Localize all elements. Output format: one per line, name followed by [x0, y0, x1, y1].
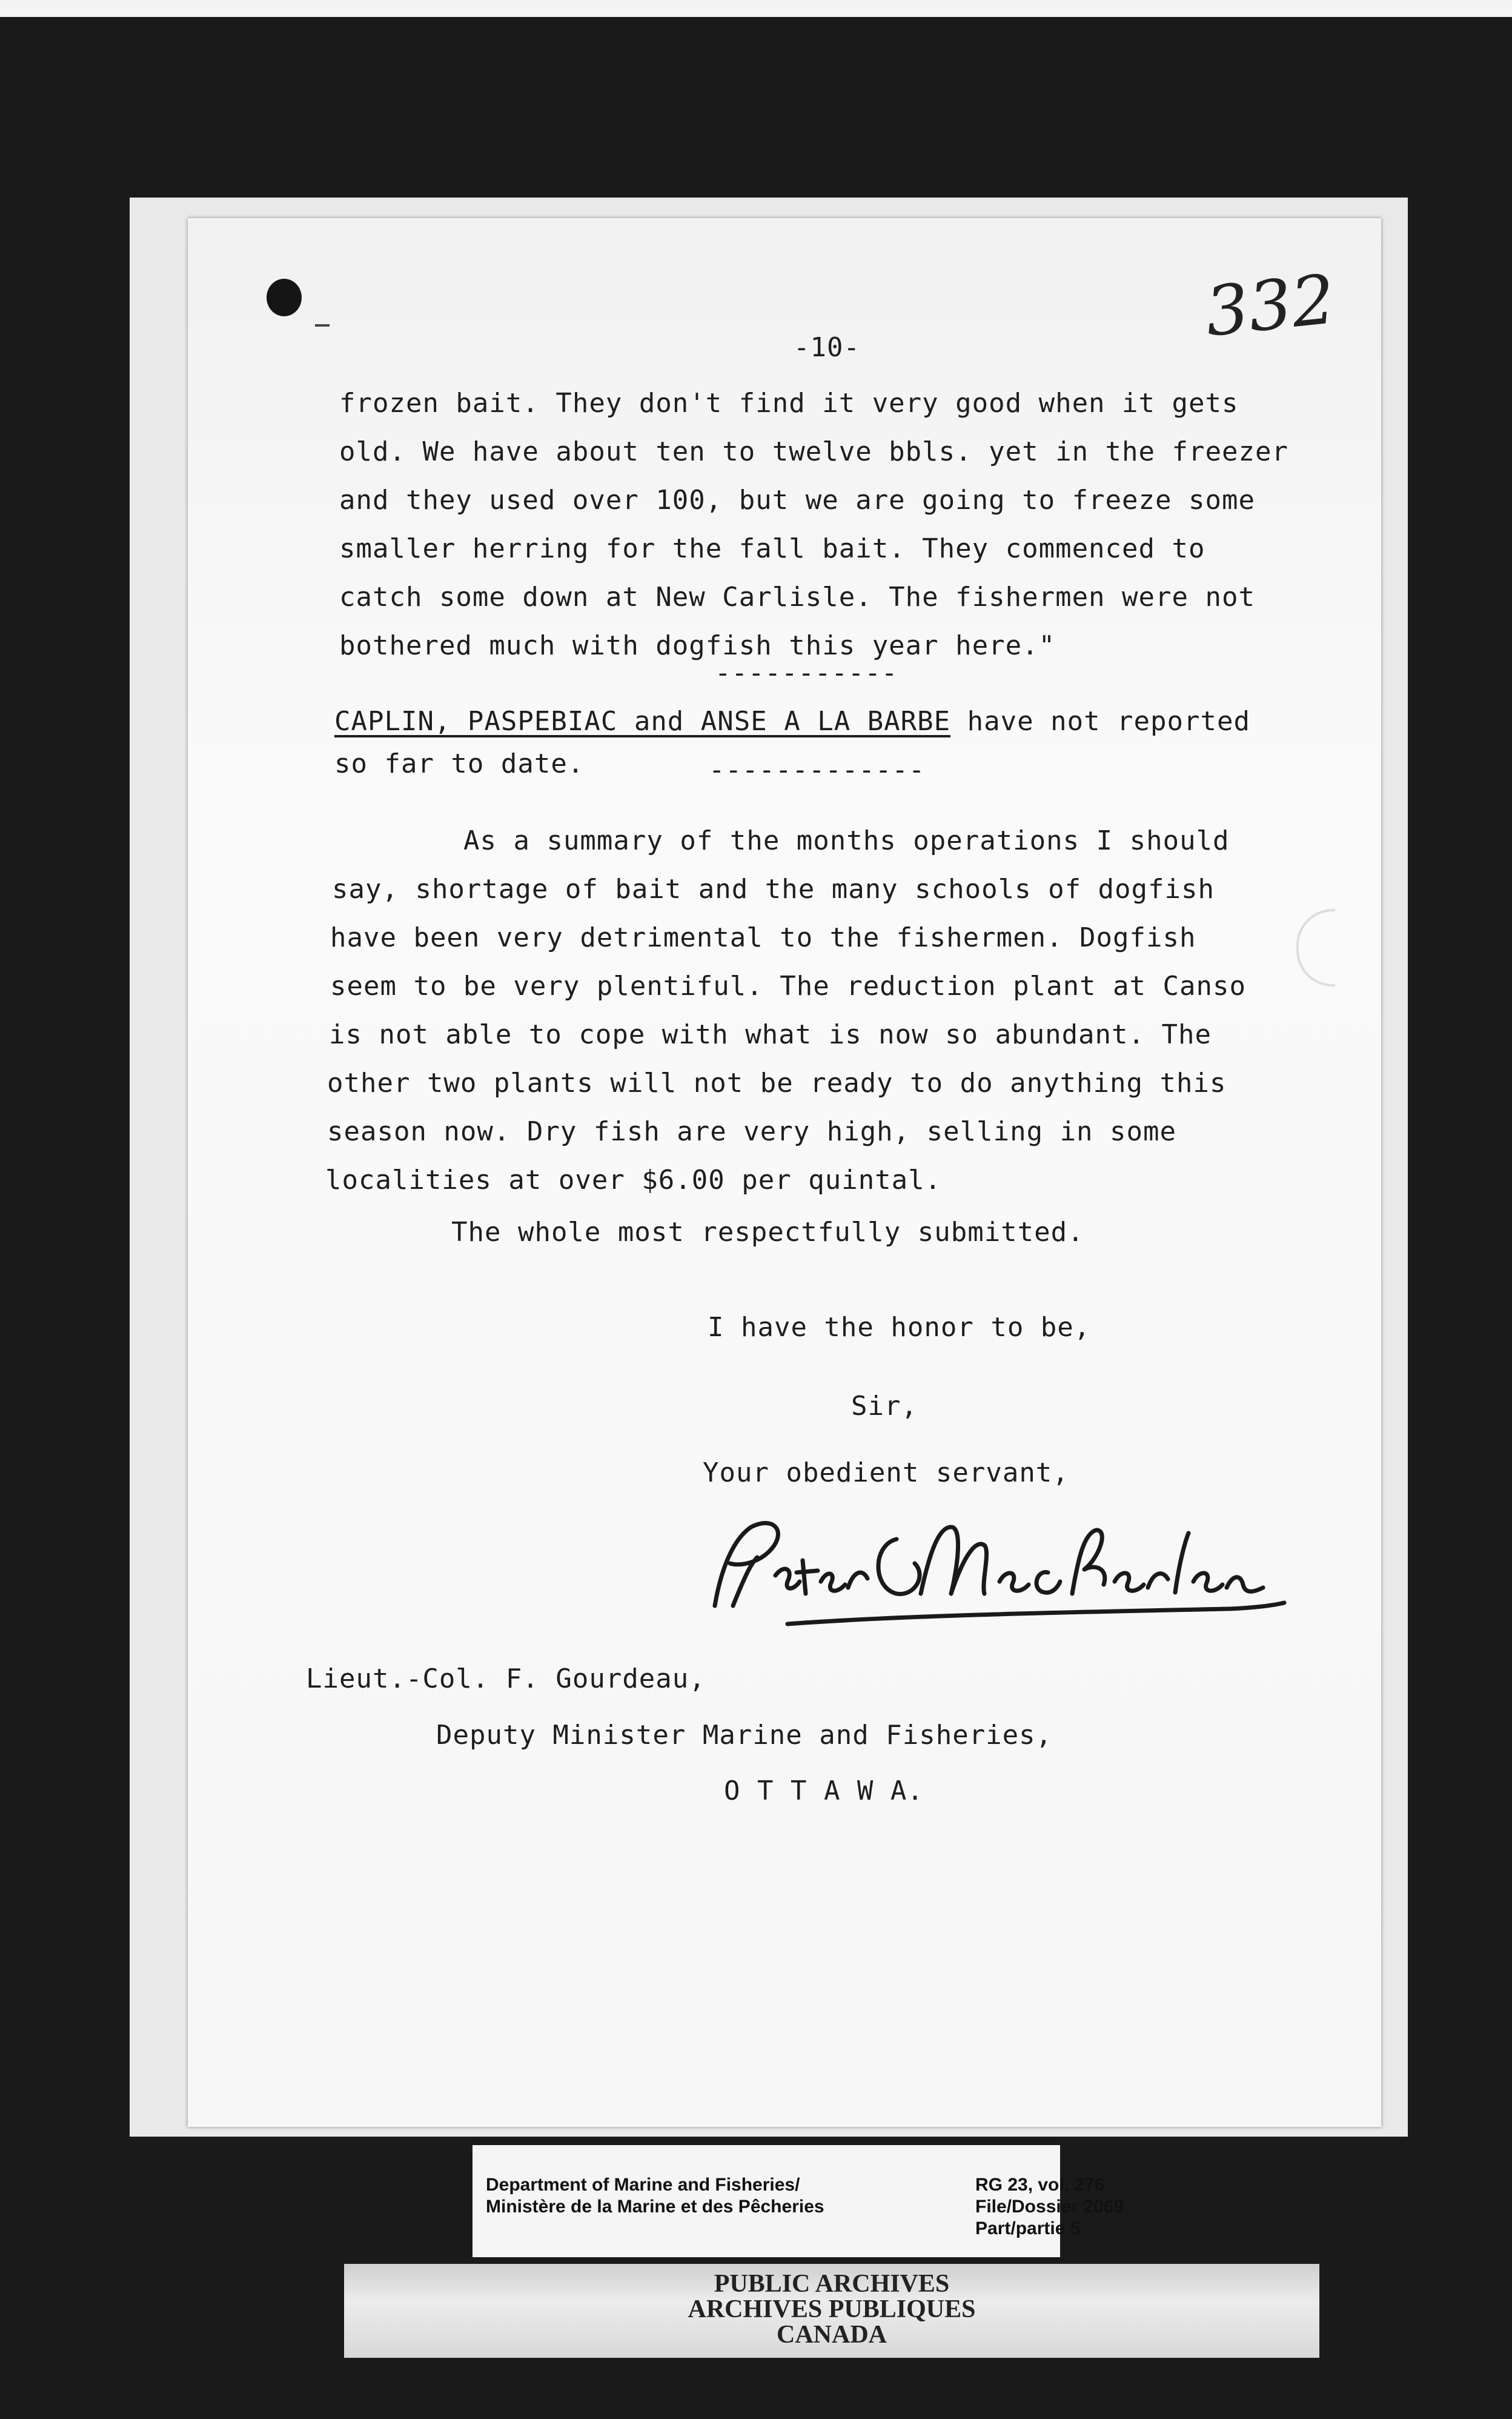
addressee-name: Lieut.-Col. F. Gourdeau,: [306, 1663, 706, 1694]
addressee-city: O T T A W A.: [724, 1775, 924, 1806]
summary-line: localities at over $6.00 per quintal.: [325, 1165, 942, 1196]
honor-line: I have the honor to be,: [708, 1312, 1091, 1343]
summary-line: have been very detrimental to the fishermen. Dogfish: [330, 922, 1196, 953]
stamp-line-3: CANADA: [777, 2321, 887, 2349]
punch-hole: [267, 279, 302, 316]
separator-line: -------------: [709, 754, 926, 785]
summary-line: say, shortage of bait and the many schools of dogfish: [332, 874, 1215, 905]
archives-stamp: [344, 2264, 1319, 2358]
body-line: bothered much with dogfish this year here.": [339, 630, 1056, 661]
summary-line: season now. Dry fish are very high, selling in some: [327, 1116, 1177, 1147]
body-line: frozen bait. They don't find it very good when it gets: [339, 388, 1239, 419]
summary-line: is not able to cope with what is now so abundant. The: [329, 1019, 1212, 1050]
summary-line: As a summary of the months operations I should: [463, 825, 1230, 856]
folio-number: 332: [1201, 260, 1339, 352]
body-line: smaller herring for the fall bait. They commenced to: [339, 533, 1205, 564]
scan-top-border: [0, 0, 1512, 17]
archive-label: [472, 2145, 1124, 2257]
archive-reference: [975, 2174, 1124, 2240]
separator-line: -----------: [715, 657, 898, 688]
signature: [697, 1503, 1290, 1651]
summary-line: other two plants will not be ready to do anything this: [327, 1068, 1227, 1099]
summary-line: seem to be very plentiful. The reduction plant at Canso: [330, 971, 1246, 1002]
body-line: and they used over 100, but we are going to freeze some: [339, 485, 1255, 516]
page-number: -10-: [794, 332, 860, 363]
margin-mark: [315, 324, 330, 327]
body-line: catch some down at New Carlisle. The fishermen were not: [339, 582, 1255, 613]
stamp-line-1: PUBLIC ARCHIVES: [714, 2270, 950, 2298]
department-en: Department of Marine and Fisheries/: [486, 2175, 800, 2195]
closing-line: The whole most respectfully submitted.: [451, 1217, 1084, 1248]
salutation: Sir,: [851, 1391, 918, 1422]
caplin-rest: have not reported: [950, 706, 1250, 737]
caplin-line-2: so far to date.: [334, 748, 585, 779]
addressee-title: Deputy Minister Marine and Fisheries,: [436, 1720, 1053, 1751]
archive-department: [486, 2174, 824, 2218]
body-line: old. We have about ten to twelve bbls. yet in the freezer: [339, 436, 1288, 467]
stamp-line-2: ARCHIVES PUBLIQUES: [688, 2295, 976, 2323]
caplin-heading: CAPLIN, PASPEBIAC and ANSE A LA BARBE: [334, 706, 951, 737]
valediction: Your obedient servant,: [703, 1457, 1069, 1488]
record-group: RG 23, vol. 276: [975, 2175, 1105, 2195]
department-fr: Ministère de la Marine et des Pêcheries: [486, 2197, 824, 2217]
caplin-paragraph: [334, 706, 1250, 737]
file-number: File/Dossier 2069: [975, 2197, 1124, 2217]
part-number: Part/partie 5: [975, 2218, 1081, 2238]
